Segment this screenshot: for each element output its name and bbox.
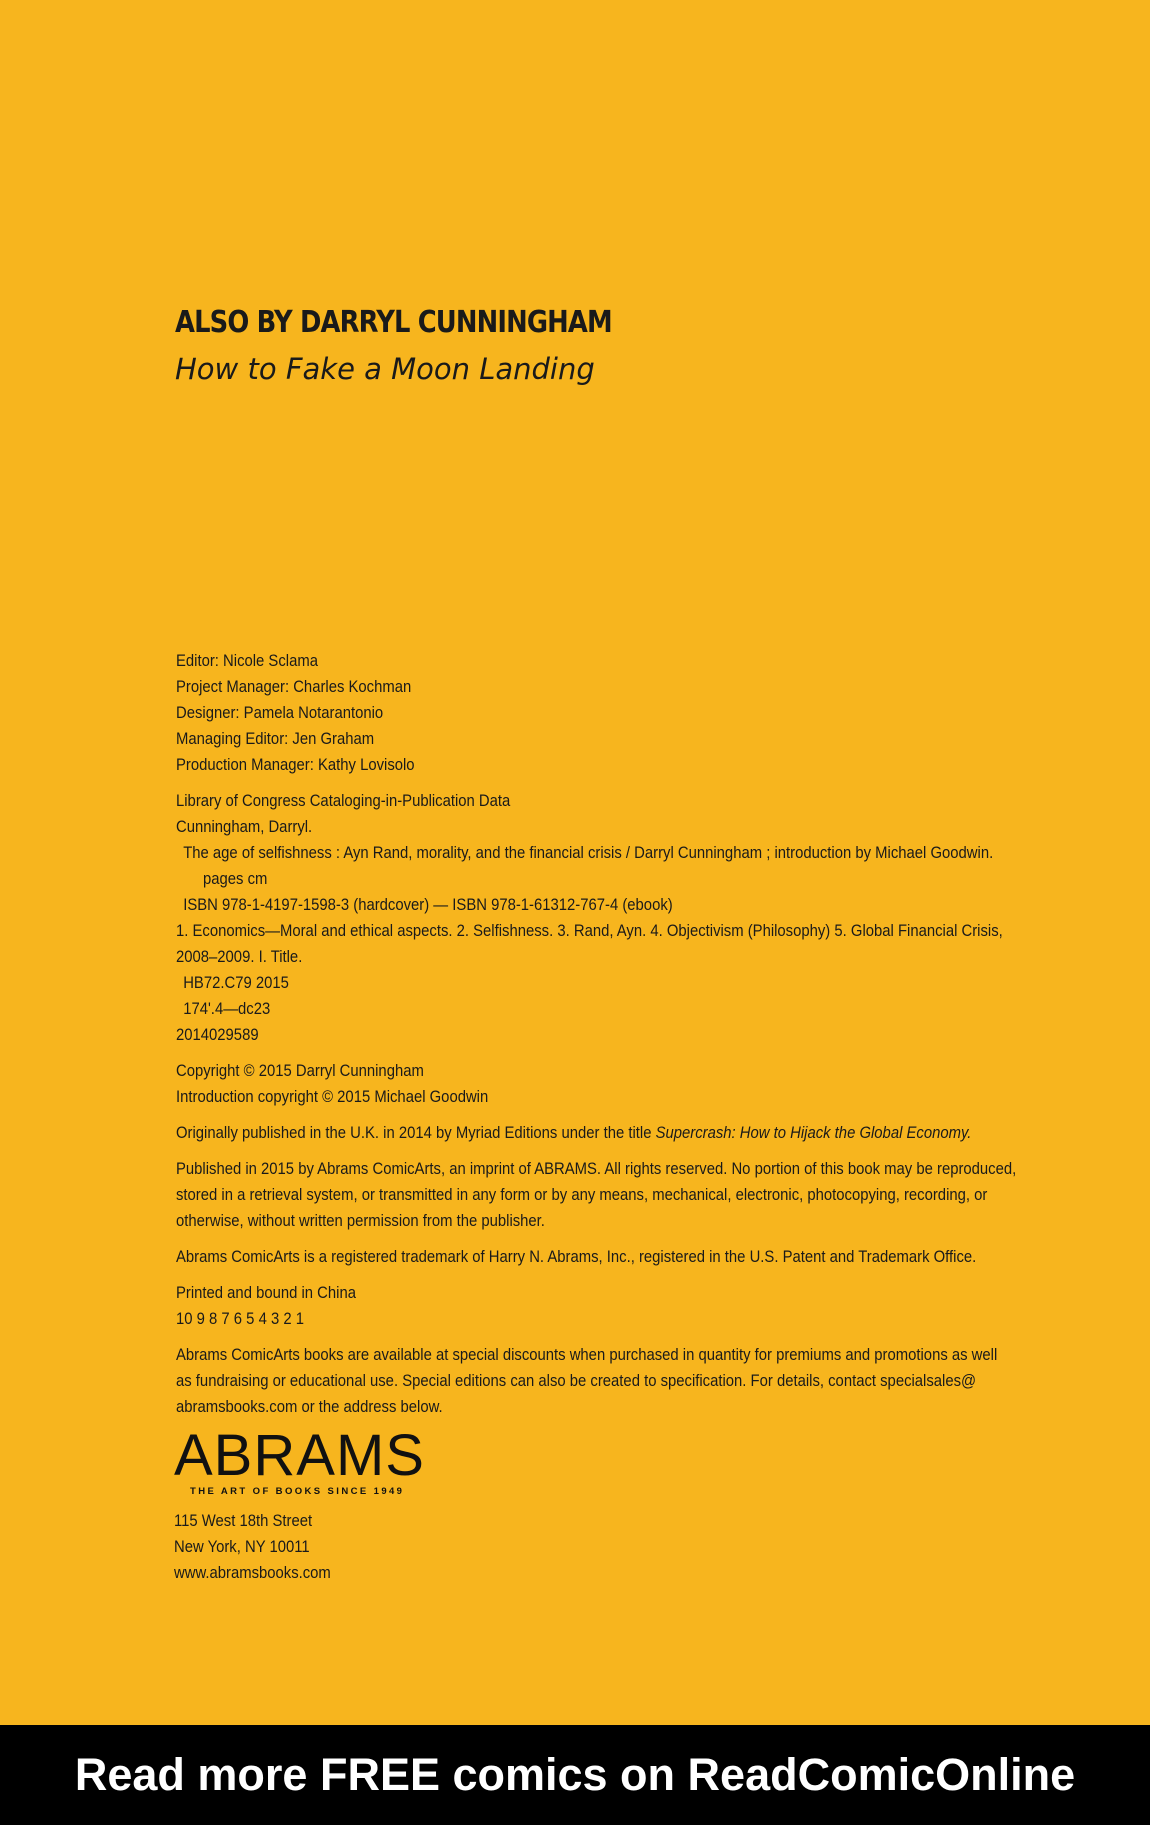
credit-line: Editor: Nicole Sclama [176, 652, 318, 670]
original-pub-title: Supercrash: How to Hijack the Global Economy. [655, 1124, 972, 1142]
copyright-line: Introduction copyright © 2015 Michael Goodwin [176, 1088, 489, 1106]
credits [176, 648, 968, 778]
special-line: as fundraising or educational use. Special editions can also be created to specification. For details, contact specialsales@ [176, 1372, 977, 1390]
publisher-line: Published in 2015 by Abrams ComicArts, an imprint of ABRAMS. All rights reserved. No portion of this book may be reproduced, [176, 1160, 1017, 1178]
printed-line: Printed and bound in China [176, 1284, 356, 1302]
credit-line: Designer: Pamela Notarantonio [176, 704, 384, 722]
cip-subjects: 1. Economics—Moral and ethical aspects. 2. Selfishness. 3. Rand, Ayn. 4. Objectivism (Philosophy) 5. Global Financial Crisis, [176, 922, 1003, 940]
address-website[interactable]: www.abramsbooks.com [174, 1564, 331, 1582]
cip-heading: Library of Congress Cataloging-in-Publication Data [176, 792, 511, 810]
trademark-line: Abrams ComicArts is a registered trademark of Harry N. Abrams, Inc., registered in the U.S. Patent and Trademark Office. [176, 1248, 977, 1266]
cip-title: The age of selfishness : Ayn Rand, morality, and the financial crisis / Darryl Cunningham ; introduction by Michael Goodwin. [183, 844, 994, 862]
publisher-line: stored in a retrieval system, or transmitted in any form or by any means, mechanical, electronic, photocopying, recording, or [176, 1186, 988, 1204]
also-by-title: How to Fake a Moon Landing [175, 352, 595, 386]
special-sales [176, 1342, 998, 1420]
logo-tagline: THE ART OF BOOKS SINCE 1949 [190, 1486, 405, 1497]
original-publication [176, 1120, 972, 1146]
also-by-heading: ALSO BY DARRYL CUNNINGHAM [175, 305, 612, 340]
trademark-notice [176, 1244, 977, 1270]
logo-wordmark: ABRAMS [174, 1423, 425, 1488]
printing-numbers: 10 9 8 7 6 5 4 3 2 1 [176, 1310, 304, 1328]
cip-subjects: 2008–2009. I. Title. [176, 948, 303, 966]
cip-class: 174'.4—dc23 [183, 1000, 271, 1018]
credit-line: Production Manager: Kathy Lovisolo [176, 756, 415, 774]
cip-class: HB72.C79 2015 [183, 974, 289, 992]
cip-isbn: ISBN 978-1-4197-1598-3 (hardcover) — ISBN 978-1-61312-767-4 (ebook) [183, 896, 673, 914]
copyright-block [176, 648, 1017, 1430]
original-pub-text: Originally published in the U.K. in 2014 by Myriad Editions under the title [176, 1124, 656, 1142]
publisher-notice [176, 1156, 1017, 1234]
credit-line: Project Manager: Charles Kochman [176, 678, 412, 696]
credit-line: Managing Editor: Jen Graham [176, 730, 375, 748]
special-line: abramsbooks.com or the address below. [176, 1398, 443, 1416]
publisher-address [174, 1508, 331, 1586]
publisher-line: otherwise, without written permission from the publisher. [176, 1212, 545, 1230]
address-street: 115 West 18th Street [174, 1512, 313, 1530]
cip-pages: pages cm [203, 870, 268, 888]
copyright-notice [176, 1058, 968, 1110]
printing-info [176, 1280, 968, 1332]
abrams-logo [174, 1423, 425, 1497]
special-line: Abrams ComicArts books are available at special discounts when purchased in quantity for premiums and promotions as well [176, 1346, 998, 1364]
copyright-line: Copyright © 2015 Darryl Cunningham [176, 1062, 424, 1080]
cip-author: Cunningham, Darryl. [176, 818, 313, 836]
promo-banner[interactable]: Read more FREE comics on ReadComicOnline [0, 1725, 1150, 1825]
address-city: New York, NY 10011 [174, 1538, 310, 1556]
cip-lccn: 2014029589 [176, 1026, 259, 1044]
cip-data [176, 788, 1003, 1048]
